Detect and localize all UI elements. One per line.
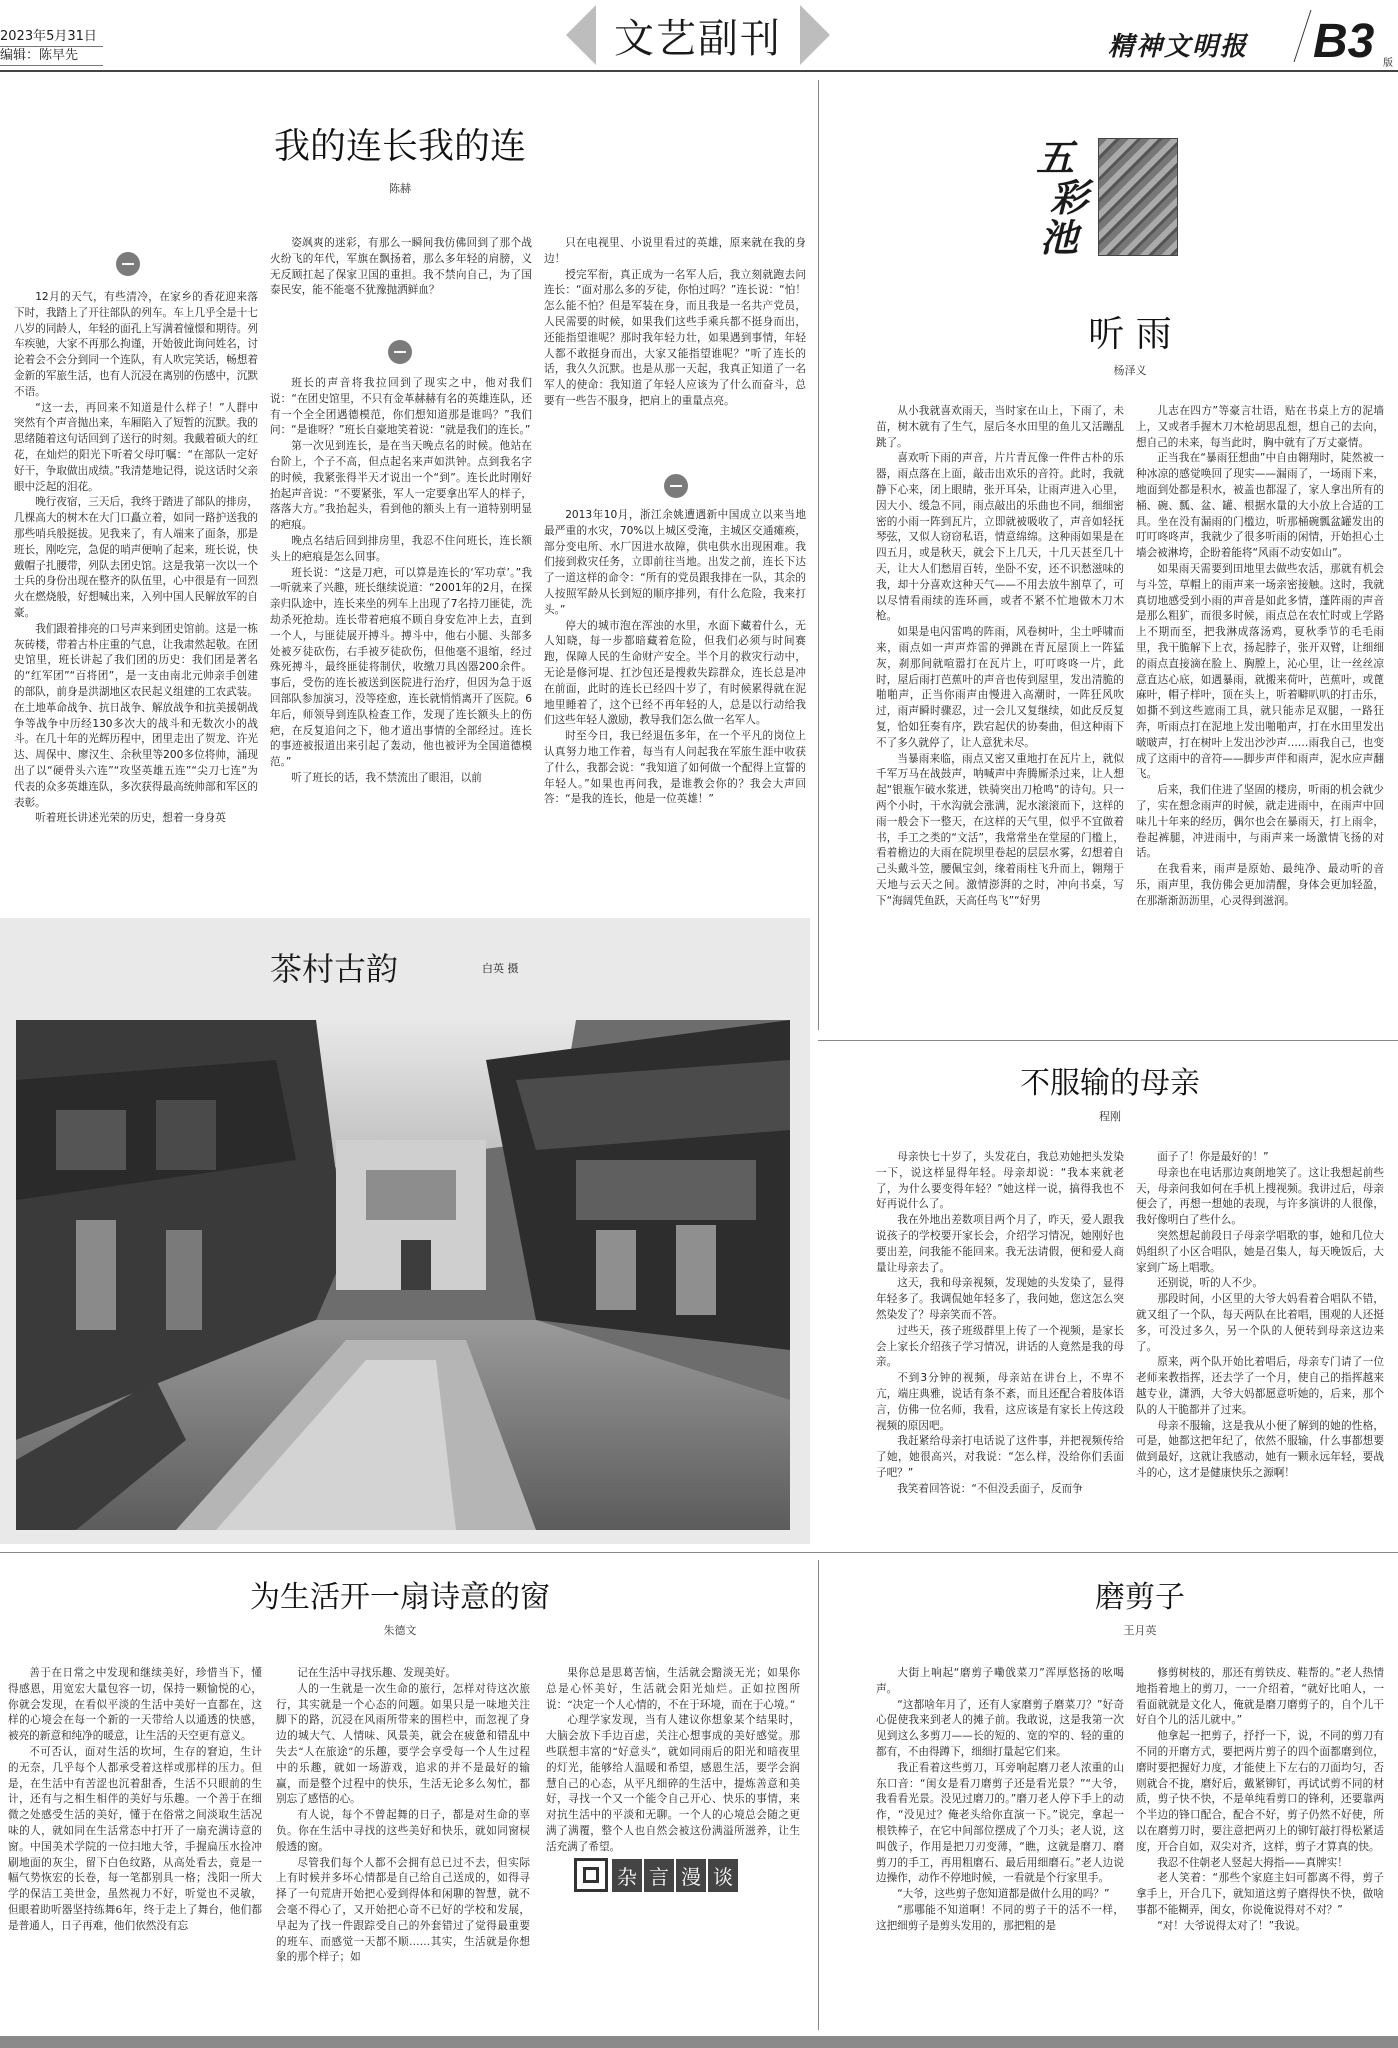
column-divider	[818, 80, 819, 1030]
article-author: 杨泽义	[1113, 364, 1147, 377]
header-rule	[0, 70, 1398, 72]
article-title: 磨剪子	[1095, 1580, 1185, 1615]
divider	[1294, 10, 1312, 62]
column-logo: 五 彩 池	[1036, 135, 1089, 260]
village-photo-art	[16, 1020, 790, 1530]
article-column: 儿志在四方”等豪言壮语，贴在书桌上方的泥墙上，又或者手握木刀木枪胡思乱想，想自己的去向，想自己的未来，每当此时，胸中就有了万丈豪情。 正当我在“暴雨狂想曲”中自由翱翔时，陡然被一种冰凉的感觉唤回了现实——漏雨了，一场雨下来，地面到处都是积水，被盖也都湿了，家人拿出所有的桶、碗、瓢、盆、罐、根据水量的大小放上合适的工具。坐在没有漏雨的门槛边，听那桶碗瓢盆罐发出的叮叮咚咚声，我就少了很多听雨的闲情，开始担心土墙会被淋垮，企盼着能将“风雨不动安如山”。 如果雨天需要到田地里去做些农活，那就有机会与斗笠，草帽上的雨声来一场亲密接触。这时，我就真切地感受到小雨的声音是如此多情，蓬阵雨的声音是那么粗犷，而很多时候，雨点总在农忙时或上学路上不期而至，把我淋成落汤鸡，夏秋季节的毛毛雨里，我干脆解下上衣，扬起脖子，张开双臂，让细细的雨点直接滴在脸上、胸膛上，沁心里，让一丝丝凉意直达心底，如遇暴雨，就搬来荷叶，芭蕉叶，或蓖麻叶，帽子样叶，顶在头上，听着噼叭叭的打击乐，如撕不到这些遮雨工具，就只能赤足双腿，一路狂奔，听雨点打在泥地上发出啪啪声，打在水田里发出啵啵声，打在树叶上发出沙沙声……雨我自己，也变成了这雨中的音符——脚步声伴和雨声，泥水应声翻飞。 后来，我们住进了坚固的楼房，听雨的机会就少了，实在想念雨声的时候，就走进雨中，在雨声中回味儿十年来的经历，偶尔也会在暴雨天，打上雨伞，卷起裤腿，冲进雨中，与雨声来一场激情飞扬的对话。 在我看来，雨声是原始、最纯净、最动听的音乐，雨声里，我仿佛会更加清醒，身体会更加轻盈，在那渐渐沥沥里，心灵得到滋润。	[1136, 405, 1384, 907]
section-number-icon	[388, 340, 412, 364]
article-column: 2013年10月，浙江余姚遭遇新中国成立以来当地最严重的水灾，70%以上城区受淹，主城区交通瘫痪，部分变电所、水厂因进水故障，供电供水出现困难。我们接到救灾任务，立即前往当地。出发之前，连长下达了一道这样的命令：“所有的党员跟我排在一队，其余的人按照军龄从长到短的顺序排列，有什么危险，我来打头。” 停大的城市泡在浑浊的水里，水面下藏着什么，无人知晓，每一步都暗藏着危险，但我们必须与时间赛跑，保障人民的生命财产安全。半个月的救灾行动中，无论是修河堤、扛沙包还是搜救失踪群众，连长总是冲在前面，此时的连长已经四十岁了，有时候累得就在泥地里睡着了，这个已经不再年轻的人，总是以行动给我们这些年轻人激励，教导我们怎么做一名军人。 时至今日，我已经退伍多年，在一个平凡的岗位上认真努力地工作着，每当有人问起我在军旅生涯中收获了什么，我都会说：“我知道了如何做一个配得上宣誓的年轻人。”如果也再问我，是谁教会你的？我会大声回答：“是我的连长，他是一位英雄！”	[544, 509, 806, 806]
article-author: 陈赫	[389, 182, 411, 195]
photo-title: 茶村古韵	[270, 950, 399, 988]
article-column: 12月的天气，有些清冷，在家乡的香花迎来落下时，我踏上了开往部队的列车。车上几乎全是十七八岁的同龄人，年轻的面孔上写满着憧憬和期待。列车疾驰，大家不再那么拘谨，开始彼此询问姓名，讨论着会不会分到同一个连队，有人吹完笑话，畅想着金新的军旅生活，也有人沉浸在离别的伤感中，沉默不语。 “这一去，再回来不知道是什么样子！”人群中突然有个声音抛出来，车厢陷入了短暂的沉默。我的思绪随着这句话回到了送行的时刻。我戴着硕大的红花，在灿烂的阳光下听着父母叮嘱：“在部队一定好好干，争取做出成绩。”我清楚地记得，说这话时父亲眼中泛起的泪花。 晚行夜宿，三天后，我终于踏进了部队的排房，几棵高大的树木在大门口矗立着，如同一路护送我的那些哨兵般挺拔。见我来了，有人端来了面条，那是班长，刚吃完，急促的哨声便响了起来，班长说，快戴帽子扎腰带，列队去团史馆。这是我第一次以一个士兵的身份出现在整齐的队伍里，心中很是有一回烈火在燃烧般，好想喊出来，入列中国人民解放军的自豪。 我们跟着排亮的口号声来到团史馆前。这是一栋灰砖楼，带着古朴庄重的气息，让我肃然起敬。在团史馆里，班长讲起了我们团的历史：我们团是著名的“红军团”“百将团”，是一支由南北元帅亲手创建的部队，前身是洪湖地区农民起义组建的工农武装。在土地革命战争、抗日战争、解放战争和抗美援朝战争等战争中历经130多次大的战斗和无数次小的战斗。在几十年的光辉历程中，团里走出了贺龙、许光达、周保中、廖汉生、余秋里等200多位将帅，涌现出了以“硬骨头六连”“攻坚英雄五连”“尖刀七连”为代表的众多英雄连队，多次获得最高统帅部和军区的表彰。 听着班长讲述光荣的历史，想着一身身英	[14, 291, 258, 825]
article-column: 母亲快七十岁了，头发花白，我总劝她把头发染一下，说这样显得年轻。母亲却说：“我本来就老了，为什么要变得年轻？”她这样一说，搞得我也不好再说什么了。 我在外地出差数项目两个月了，昨天，爱人跟我说孩子的学校要开家长会，介绍学习情况，她刚好也要出差，问我能不能回来。我无法请假，便和爱人商量让母亲去了。 这天，我和母亲视频，发现她的头发染了，显得年轻多了。我调侃她年轻多了，我问她，您这怎么突然染发了？母亲笑而不答。 过些天，孩子班级群里上传了一个视频，是家长会上家长介绍孩子学习情况，讲话的人竟然是我的母亲。 不到3分钟的视频，母亲站在讲台上，不卑不亢，端庄典雅，说话有条不紊，而且还配合着肢体语言，仿佛一位名师，我看，这应该是有家长上传这段视频的原因吧。 我赶紧给母亲打电话说了这件事，并把视频传给了她，她很高兴，对我说：“怎么样，没给你们丢面子吧？” 我笑着回答说：“不但没丢面子，反而争	[876, 1151, 1124, 1495]
article-column: 只在电视里、小说里看过的英雄，原来就在我的身边！ 授完军衔，真正成为一名军人后，我立刻就跑去问连长：“面对那么多的歹徒，你怕过吗？”连长说：“怕！怎么能不怕？但是军装在身，而且我是一名共产党员，人民需要的时候，如果我们这些手乘兵都不挺身而出，还能指望谁呢？那时我年轻力壮，如果遇到事情，年轻人都不敢挺身而出，大家又能指望谁呢？”听了连长的话，我久久沉默。也是从那一天起，我真正知道了一名军人的使命：我知道了年轻人应该为了什么而奋斗，总要有一些告不服身，把肩上的重量点亮。	[544, 237, 806, 407]
article-author: 王月英	[1123, 1624, 1157, 1637]
right-arrow-icon	[800, 5, 830, 65]
article-title: 为生活开一扇诗意的窗	[250, 1580, 550, 1615]
left-arrow-icon	[566, 5, 596, 65]
section-number-icon	[664, 474, 688, 498]
section-name: 文艺副刊	[614, 15, 782, 62]
article-column: 姿飒爽的迷彩，有那么一瞬间我仿佛回到了那个战火纷飞的年代，军旗在飘扬着，那么多年轻的肩膀，义无反顾扛起了保家卫国的重担。我不禁向自己，为了国泰民安，能不能毫不犹豫抛洒鲜血？	[270, 237, 532, 297]
section-rule	[0, 1552, 1398, 1553]
article-title: 听 雨	[1088, 314, 1172, 355]
photo-credit: 白英 摄	[482, 962, 519, 975]
column-divider	[818, 1560, 819, 2030]
article-title: 不服输的母亲	[1020, 1066, 1200, 1101]
issue-date: 2023年5月31日	[0, 28, 103, 47]
masthead-left	[0, 28, 103, 66]
column-logo: 杂 言 漫 谈	[574, 1858, 740, 1892]
page-suffix: 版	[1383, 58, 1393, 69]
section-number-icon	[116, 252, 140, 276]
article-column: 记在生活中寻找乐趣、发现美好。 人的一生就是一次生命的旅行，怎样对待这次旅行，其实就是一个心态的问题。如果只是一味地关注脚下的路，沉浸在风雨所带来的围栏中，而忽视了身边的城大气、人情味、风景美，就会在疲惫和错乱中失去“人在旅途”的乐趣，要学会享受每一个人生过程中的乐趣，就如一场游戏，追求的并不是最好的输赢，而是整个过程中的快乐，生活无论多么匆忙，都别忘了感悟的心。 有人说，每个不曾起舞的日子，都是对生命的辜负。你在生活中寻找的这些美好和快乐，就如同窗棂般透的窗。 尽管我们每个人都不会拥有总已过不去，但实际上有时候并多坏心情都是自己给自己送成的，如得寻择了一句荒唐开始把心爱到得体和闲聊的智慧，就不会毫不得心了，又开始把心奇不已好的学校和发展，早起为了找一件跟踪受自己的外套错过了觉得最重要的班车、而感觉一天都不顺……其实，生活就是你想象的那个样子；如	[276, 1667, 530, 1964]
village-photo	[16, 1020, 790, 1530]
column-logo-icon	[574, 1858, 608, 1892]
article-author: 朱德文	[383, 1624, 417, 1637]
section-rule	[818, 1040, 1398, 1041]
page-number: B3	[1313, 15, 1375, 68]
article-column: 果你总是思葛苦恼，生活就会黯淡无光；如果你总是心怀美好，生活就会阳光灿烂。正如拉图所说：“决定一个人心情的，不在于环境，而在于心境。” 心理学家发现，当有人建议你想象某个结果时，大脑会放下手边百虑，关注心想事成的美好感觉。那些联想丰富的“好意头”，就如同雨后的阳光和暗夜里的灯光，能够给人温暖和希望，感恩生活，要学会润慧自己的心态，从平凡细碎的生活中，提炼善意和美好，寻找一个又一个能令自己开心、快乐的事情，来对抗生活中的平淡和无聊。一个人的心境总会随之更满了满覆，整个人也自然会被这份满溢所滋养，让生活充满了希望。	[546, 1667, 800, 1853]
article-column: 大街上响起“磨剪子嘞戗菜刀”浑厚悠扬的吆喝声。 “这都啥年月了，还有人家磨剪子磨菜刀？”好奇心促使我来到老人的摊子前。我敢说，这是我第一次见到这么多剪刀——长的短的、宽的窄的、轻的重的都有，不由得蹲下，细细打量起它们来。 我正看着这些剪刀，耳旁响起磨刀老人浓重的山东口音：“闺女是看刀磨剪子还是看光景？”“大爷，我看看光景。没见过磨刀的。”磨刀老人停下手上的动作，“没见过？俺老头给你直演一下。”说完，拿起一根铁棒子，在它中间部位摆成了个刀头；老人说，这叫戗子，作用是把刀刃变薄，“瞧，这就是磨刀、磨剪刀的手工，再用粗磨石、最后用细磨石。”老人边说边操作，动作不停地时候，一看就是个行家里手。 “大爷，这些剪子您知道都是做什么用的吗？” “那哪能不知道啊！不同的剪子干的活不一样，这把细剪子是剪头发用的，那把粗的是	[876, 1667, 1124, 1932]
column-logo-photo	[1098, 138, 1178, 256]
article-title: 我的连长我的连	[273, 126, 526, 167]
article-column: 班长的声音将我拉回到了现实之中，他对我们说：“在团史馆里，不只有金革赫赫有名的英雄连队，还有一个全全团遇德模范，你们想知道那是谁吗？”我们问：“是谁呀？”班长自豪地笑着说：“就是我们的连长。” 第一次见到连长，是在当天晚点名的时候。他站在台阶上，个子不高，但点起名来声如洪钟。点到我名字的时候，我紧张得半天才说出一个“到”。连长此时刚好抬起声音说：“不要紧张，军人一定要拿出军人的样子，落落大方。”我抬起头，看到他的额头上有一道特别明显的疤痕。 晚点名结后回到排房里，我忍不住问班长，连长额头上的疤痕是怎么回事。 班长说：“这是刀疤，可以算是连长的‘军功章’。”我一听就来了兴趣，班长继续说道：“2001年的2月，在探亲归队途中，连长来坐的列车上出现了7名持刀匪徒，洗劫杀死抢劫。连长带着疤痕不顾自身安危冲上去，直到一个人，与匪徒展开搏斗。搏斗中，他右小腿、头部多处被歹徒砍伤，右手被歹徒砍伤，但他毫不退缩，经过殊死搏斗，最终匪徒将制伏，收缴刀具凶器200余件。事后，受伤的连长被送到医院进行治疗，但因为急于返回部队参加演习，没等痊愈，连长就悄悄离开了医院。6年后，师领导到连队检查工作，发现了连长额头上的伤疤，在反复追问之下，他才道出事情的全部经过。连长的事迹被报道出来引起了轰动，他也被评为全国道德模范。” 听了班长的话，我不禁流出了眼泪，以前	[270, 377, 532, 784]
section-tab	[530, 4, 866, 66]
article-author: 程刚	[1099, 1110, 1121, 1123]
footer-bar	[0, 2036, 1398, 2048]
article-column: 善于在日常之中发现和继续美好，珍惜当下，懂得感恩，用宽宏大量包容一切，保持一颗愉悦的心，你就会发现，在看似平淡的生活中美好一直都在，这样的心境会在每一个新的一天带给人以通透的快感，被亮的新意和纯净的暖意，让生活的天空更有意义。 不可否认，面对生活的坎坷，生存的窘迫，生计的无奈，几乎每个人都承受着这样或那样的压力。但是，在生活中有苦涩也沉着甜香，生活不只眼前的生计，还有与之相生相伴的美好与乐趣。一个善于在细微之处感受生活的美好，懂于在俗常之间淡取生活况味的人，就如同在生活常态中打开了一扇充满诗意的窗。中国美术学院的一位扫地大爷，手握扁压水捡冲刷地面的灰尘，留下白色纹路，从高处看去，竟是一幅气势恢宏的长卷，每一笔都别具一格；浅阳一所大学的保洁工美世金，虽然视力不好，听觉也不灵敏，但眼着助听器坚持练舞6年，终于走上了舞台，他们都是普通人，日子再难，他们依然没有忘	[8, 1667, 262, 1932]
article-column: 修剪树枝的，那还有剪铁皮、鞋帮的。”老人热情地指着地上的剪刀，一一介绍着，“就好比咱人，一看面就就是文化人，俺就是磨刀磨剪子的，自个儿干好自个儿的活儿就中。” 他拿起一把剪子，抒抒一下，说，不同的剪刀有不同的开磨方式，要把两片剪子的四个面都磨到位，磨时要把握好力度，才能使上下左右的刀面均匀，否则就合不拢，磨好后，戴紧铆钉，再试试剪不同的材质，剪子快不快，不是单纯看剪口的锋利，还要靠两个半边的锋口配合，配合不好，剪子仍然不好使，所以在磨剪刀时，要注意把两刃上的铆钉敲打得松紧适度，开合自如，双尖对齐，这样，剪子才算真的快。 我忍不住朝老人竖起大拇指——真牌实！ 老人笑着：“那些个家庭主妇可都离不得，剪子拿手上，开合几下，就知道这剪子磨得快不快，做啥事都不能糊弄，闺女，你说俺说得对不对？” “对！大爷说得太对了！”我说。	[1136, 1667, 1384, 1932]
article-column: 从小我就喜欢雨天，当时家在山上，下雨了，未苗，树木就有了生气，屋后冬水田里的鱼儿又活蹦乱跳了。 喜欢听下雨的声音，片片青瓦像一件件古朴的乐器，雨点落在上面，敲击出欢乐的音符。此时，我就静下心来，闭上眼睛，张开耳朵，让雨声进入心里，因大小、缓急不同，雨点敲出的乐曲也不同，细细密密的小雨一阵到瓦片，立即就被吸收了，声音如轻抚琴弦，又似人窃窃私语，情意绵绵。这种雨如果是在四五月，或是秋天，就会下上几天，十几天甚至几十天，让大人们愁眉百转，坐卧不安，还不识愁滋味的我，却十分喜欢这种天气——不用去放牛割草了，可以尽情看雨续的连环画，或者不紧不忙地做木刀木枪。 如果是电闪雷鸣的阵雨，风卷树叶，尘土呼啸而来，雨点如一声声炸雷的弹跳在青瓦屋顶上一阵猛灰，刹那间就喧嚣打在瓦片上，叮叮咚咚一片，此时，屋后雨打芭蕉叶的声音也传到屋里，发出清脆的啪啪声，正当你雨声由慢进入高潮时，一阵狂风吹过，雨声瞬时骤忍，过一会儿又复继续，如此反反复复，恰如狂奏有序，跌宕起伏的协奏曲，但这种雨下不了多久就停了，让人意犹未尽。 当暴雨来临，雨点又密又重地打在瓦片上，就似千军万马在战鼓声，呐喊声中奔腾厮杀过来，让人想起“银瓶乍破水浆迸，铁骑突出刀枪鸣”的诗句。只一两个小时，干水沟就会涨满，泥水滚滚而下，这样的雨一般会下一整天，在这样的天气里，似乎不宜做着书，手工之类的“文活”，我常常坐在堂屋的门槛上，看着檐边的大雨在院坝里卷起的层层水雾，幻想着自己头戴斗笠，腰佩宝剑，缘着雨柱飞升而上，翱翔于天地与云天之间。激情澎湃的之时，冲向书桌，写下“海阔凭鱼跃，天高任鸟飞”“好男	[876, 405, 1124, 907]
article-column: 面子了！你是最好的！” 母亲也在电话那边爽朗地笑了。这让我想起前些天，母亲问我如何在手机上搜视频。我讲过后，母亲便会了，再想一想她的表现，与许多演讲的人很像，我好像明白了些什么。 突然想起前段日子母亲学唱歌的事，她和几位大妈组织了小区合唱队，她是召集人，每天晚饭后，大家到广场上唱歌。 还别说，听的人不少。 那段时间，小区里的大爷大妈看着合唱队不错，就又组了一个队，每天两队在比着唱，围观的人还挺多，可没过多久，另一个队的人便转到母亲这边来了。 原来，两个队开始比着唱后，母亲专门请了一位老师来教指挥，还去学了一个月，使自己的指挥越来越专业，潇洒，大爷大妈都愿意听她的，后来，那个队的人干脆都并了过来。 母亲不服输，这是我从小便了解到的她的性格，可是，她都这把年纪了，依然不服输，什么事都想要做到最好，这就让我感动，她有一颗永远年轻，要战斗的心，这才是健康快乐之源啊！	[1136, 1151, 1384, 1479]
newspaper-logo: 精神文明报	[1108, 32, 1249, 62]
editor-credit: 编辑：陈早先	[0, 47, 103, 66]
